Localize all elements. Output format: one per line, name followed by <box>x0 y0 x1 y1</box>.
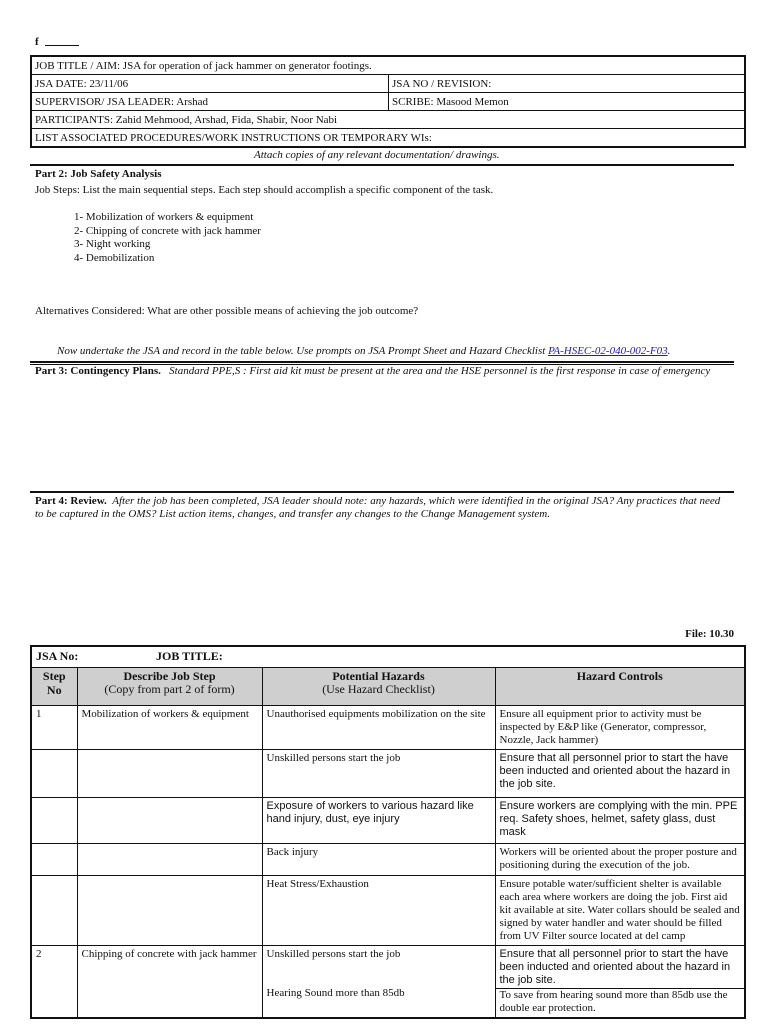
list-item: 1- Mobilization of workers & equipment <box>74 211 254 223</box>
divider <box>30 164 734 166</box>
jsa-table <box>30 645 746 1019</box>
part2-instruction: Job Steps: List the main sequential steps. Each step should accomplish a specific component of the task. <box>35 184 494 196</box>
col-header-hazards: Potential Hazards (Use Hazard Checklist) <box>262 668 495 706</box>
form-mark: f <box>35 36 79 48</box>
supervisor-field: SUPERVISOR/ JSA LEADER: Arshad <box>31 93 389 111</box>
file-reference: File: 10.30 <box>685 628 734 640</box>
table-job-title-cell: JOB TITLE: <box>262 646 745 668</box>
col-header-controls: Hazard Controls <box>495 668 745 706</box>
jsa-date-field: JSA DATE: 23/11/06 <box>31 75 389 93</box>
table-row: Back injury Workers will be oriented about the proper posture and positioning during the execution of the job. <box>31 844 745 876</box>
col-header-describe: Describe Job Step (Copy from part 2 of form) <box>77 668 262 706</box>
list-item: 2- Chipping of concrete with jack hammer <box>74 224 261 237</box>
col-header-step: Step No <box>31 668 77 706</box>
attach-note: Attach copies of any relevant documentation/ drawings. <box>254 149 500 161</box>
job-steps-list <box>74 211 261 265</box>
table-row: 2 Chipping of concrete with jack hammer Unskilled persons start the job Hearing Sound more than 85db Ensure that all personnel prior to start the have been inducted and oriented about the hazard in the job site. To save from hearing sound more than 85db use the double ear protection. <box>31 946 745 1019</box>
job-title-field: JOB TITLE / AIM: JSA for operation of jack hammer on generator footings. <box>31 56 745 75</box>
undertake-note: Now undertake the JSA and record in the table below. Use prompts on JSA Prompt Sheet and Hazard Checklist PA-HSEC-02-040-002-F03. <box>57 345 671 357</box>
part3-section: Part 3: Contingency Plans. Standard PPE,S : First aid kit must be present at the area and the HSE personnel is the first response in case of emergency <box>35 365 711 377</box>
hazard-checklist-link[interactable]: PA-HSEC-02-040-002-F03 <box>548 345 668 357</box>
table-row: Heat Stress/Exhaustion Ensure potable water/sufficient shelter is available each area where workers are doing the job. First aid kit available at site. Water collars should be sealed and signed by water handler and water should be filled from UV Filter source located at del camp <box>31 876 745 946</box>
scribe-field: SCRIBE: Masood Memon <box>389 93 746 111</box>
part2-title: Part 2: Job Safety Analysis <box>35 168 162 180</box>
jsa-no-cell: JSA No: <box>31 646 262 668</box>
part4-section: Part 4: Review. After the job has been completed, JSA leader should note: any hazards, which were identified in the original JSA? Any practices that need to be captured in the OMS? List action items, changes, and transfer any changes to the Change Management system. <box>35 495 721 520</box>
jsa-header-table <box>30 55 746 148</box>
divider <box>30 361 734 363</box>
list-item: 4- Demobilization <box>74 251 155 264</box>
divider <box>30 491 734 493</box>
procedures-field: LIST ASSOCIATED PROCEDURES/WORK INSTRUCTIONS OR TEMPORARY WIs: <box>31 129 745 148</box>
list-item: 3- Night working <box>74 238 151 250</box>
table-row: 1 Mobilization of workers & equipment Unauthorised equipments mobilization on the site Ensure all equipment prior to activity must be inspected by E&P like (Generator, compressor, Nozzle, Jack hammer) <box>31 706 745 750</box>
table-row: Exposure of workers to various hazard like hand injury, dust, eye injury Ensure workers are complying with the min. PPE req. Safety shoes, helmet, safety glass, dust mask <box>31 798 745 844</box>
table-row: Unskilled persons start the job Ensure that all personnel prior to start the have been inducted and oriented about the hazard in the job site. <box>31 750 745 798</box>
jsa-no-field: JSA NO / REVISION: <box>389 75 746 93</box>
alternatives-text: Alternatives Considered: What are other possible means of achieving the job outcome? <box>35 305 419 317</box>
participants-field: PARTICIPANTS: Zahid Mehmood, Arshad, Fida, Shabir, Noor Nabi <box>31 111 745 129</box>
